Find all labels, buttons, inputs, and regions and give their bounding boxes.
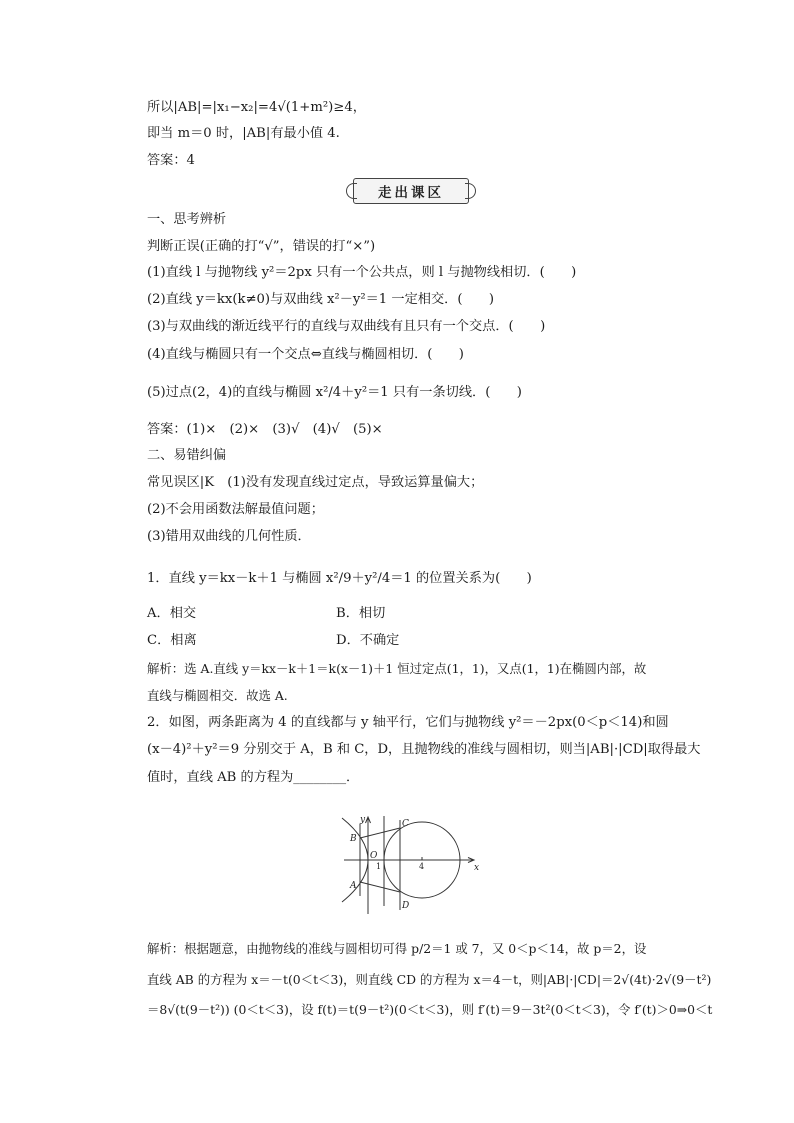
solution-line: 所以|AB|=|x₁−x₂|=4√(1+m²)≥4， xyxy=(147,100,366,115)
label-c: C xyxy=(402,819,409,829)
solution-line: ＝8√(t(9－t²)) (0＜t＜3)，设 f(t)＝t(9－t²)(0＜t＜3)，则 f′(t)＝9－3t²(0＜t＜3)，令 f′(t)＞0⇒0＜t xyxy=(147,1002,713,1017)
segment-ad xyxy=(360,882,400,892)
problem-1-stem: 1．直线 y＝kx－k＋1 与椭圆 x²/9＋y²/4＝1 的位置关系为( ) xyxy=(147,571,532,586)
error-item-1: 常见误区|K (1)没有发现直线过定点，导致运算量偏大； xyxy=(147,475,484,490)
label-a: A xyxy=(350,881,357,891)
label-x: x xyxy=(474,863,480,873)
error-item-2: (2)不会用函数法解最值问题； xyxy=(147,502,324,517)
option-d: D．不确定 xyxy=(336,633,400,648)
label-b: B xyxy=(350,834,357,844)
label-d: D xyxy=(402,901,410,911)
problem-2-line: 值时，直线 AB 的方程为________． xyxy=(147,770,360,785)
section-badge: 走出课区 xyxy=(353,178,469,204)
solution-line: 直线与椭圆相交．故选 A. xyxy=(147,688,288,703)
geometry-figure xyxy=(340,814,480,916)
label-1: 1 xyxy=(376,862,382,871)
question-4: (4)直线与椭圆只有一个交点⇔直线与椭圆相切．( ) xyxy=(147,347,464,362)
problem-2-line: (x－4)²＋y²＝9 分别交于 A，B 和 C，D，且抛物线的准线与圆相切，则当|AB|·|CD|取得最大 xyxy=(147,742,701,757)
label-y: y xyxy=(360,815,366,825)
section-title: 一、思考辨析 xyxy=(147,212,227,227)
problem-2-line: 2．如图，两条距离为 4 的直线都与 y 轴平行，它们与抛物线 y²＝－2px(0＜p＜14)和圆 xyxy=(147,715,669,730)
section-title: 二、易错纠偏 xyxy=(147,448,227,463)
instruction: 判断正误(正确的打“√”，错误的打“×”) xyxy=(147,239,376,254)
question-1: (1)直线 l 与抛物线 y²＝2px 只有一个公共点，则 l 与抛物线相切．( ) xyxy=(147,265,577,280)
solution-line: 即当 m＝0 时，|AB|有最小值 4. xyxy=(147,126,340,141)
question-5: (5)过点(2，4)的直线与椭圆 x²/4＋y²＝1 只有一条切线．( ) xyxy=(147,385,522,400)
solution-line: 解析：根据题意，由抛物线的准线与圆相切可得 p/2＝1 或 7，又 0＜p＜14，故 p＝2，设 xyxy=(147,941,647,956)
option-a: A．相交 xyxy=(147,606,197,621)
option-c: C．相离 xyxy=(147,633,197,648)
segment-bc xyxy=(360,828,400,838)
solution-line: 直线 AB 的方程为 x＝－t(0＜t＜3)，则直线 CD 的方程为 x＝4－t，则|AB|·|CD|＝2√(4t)·2√(9－t²) xyxy=(147,972,712,987)
answer-line: 答案：4 xyxy=(147,153,195,168)
answer-line: 答案：(1)× (2)× (3)√ (4)√ (5)× xyxy=(147,422,383,437)
label-o: O xyxy=(370,851,378,861)
option-b: B．相切 xyxy=(336,606,386,621)
question-3: (3)与双曲线的渐近线平行的直线与双曲线有且只有一个交点．( ) xyxy=(147,319,546,334)
label-4: 4 xyxy=(419,862,425,871)
error-item-3: (3)错用双曲线的几何性质． xyxy=(147,529,311,544)
solution-line: 解析：选 A.直线 y＝kx－k＋1＝k(x－1)＋1 恒过定点(1，1)，又点(1，1)在椭圆内部，故 xyxy=(147,661,647,676)
question-2: (2)直线 y＝kx(k≠0)与双曲线 x²－y²＝1 一定相交．( ) xyxy=(147,292,494,307)
